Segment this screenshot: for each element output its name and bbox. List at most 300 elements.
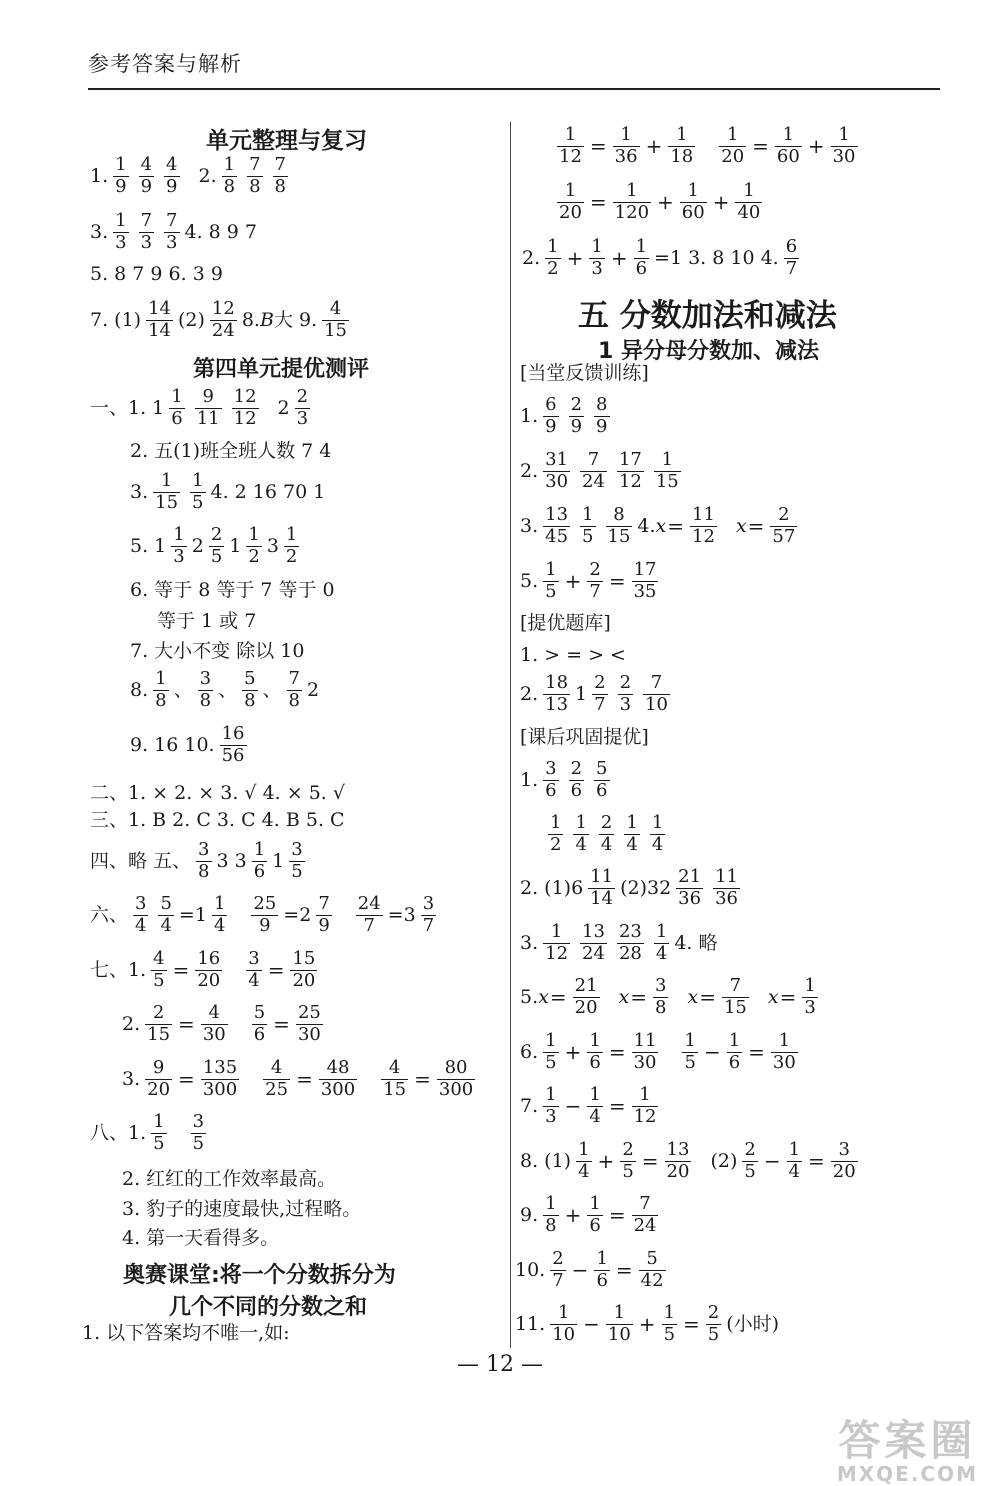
math-operator: = — [273, 1012, 290, 1037]
numerator: 5 — [160, 893, 172, 914]
fraction — [246, 950, 261, 991]
denominator: 6 — [589, 1214, 601, 1236]
numerator: 1 — [173, 524, 185, 545]
answer-text: 3. — [520, 514, 539, 537]
fraction — [606, 506, 633, 547]
denominator: 12 — [618, 470, 642, 492]
math-operator: = — [608, 1094, 626, 1119]
numerator: 6 — [545, 394, 557, 415]
fraction — [587, 561, 602, 602]
fraction — [252, 1004, 267, 1045]
answer-text: 2. — [122, 1012, 141, 1035]
numerator: 11 — [692, 504, 715, 525]
denominator: 8 — [249, 175, 261, 197]
answer-line — [90, 388, 315, 429]
fraction — [592, 674, 607, 715]
fraction — [289, 841, 304, 882]
fraction — [594, 396, 609, 437]
answer-text: x — [735, 514, 747, 537]
answer-text: 1 — [229, 534, 242, 557]
denominator: 7 — [594, 693, 606, 715]
numerator: 1 — [728, 1030, 741, 1051]
fraction — [831, 1141, 858, 1182]
math-operator: = — [630, 985, 648, 1010]
numerator: 1 — [589, 1030, 601, 1051]
numerator: 11 — [715, 866, 738, 887]
fraction — [587, 1195, 602, 1236]
math-operator: = — [699, 985, 716, 1010]
denominator: 20 — [197, 969, 221, 991]
fraction — [775, 126, 802, 167]
answer-text: 3. 豹子的速度最快,过程略。 — [122, 1197, 362, 1220]
denominator: 5 — [153, 969, 165, 991]
denominator: 3 — [115, 231, 127, 253]
fraction — [589, 238, 604, 279]
section-title-olympiad: 奥赛课堂:将一个分数拆分为 — [123, 1263, 396, 1288]
fraction — [242, 670, 257, 711]
numerator: 3 — [248, 948, 260, 969]
numerator: 2 — [600, 812, 613, 833]
fraction — [322, 300, 349, 341]
answer-line — [90, 264, 223, 284]
fraction — [543, 396, 558, 437]
numerator: 1 — [771, 1032, 798, 1053]
numerator: 12 — [211, 298, 235, 319]
fraction — [290, 950, 317, 991]
denominator: 20 — [721, 145, 745, 167]
denominator: 6 — [635, 257, 648, 279]
answer-line — [520, 1086, 663, 1127]
answer-line — [520, 977, 823, 1018]
answer-line — [122, 1228, 279, 1248]
fraction — [252, 841, 267, 882]
fraction — [220, 725, 247, 766]
numerator: 11 — [590, 866, 614, 887]
denominator: 2 — [248, 545, 260, 567]
answer-line — [520, 760, 615, 801]
numerator: 2 — [210, 524, 223, 545]
watermark-logo — [836, 1416, 978, 1486]
math-operator: + — [807, 134, 825, 159]
numerator: 6 — [785, 236, 798, 257]
numerator: 1 — [684, 1030, 696, 1051]
denominator: 6 — [596, 1269, 608, 1291]
numerator: 9 — [195, 388, 222, 409]
math-operator: + — [610, 246, 628, 271]
denominator: 2 — [547, 257, 559, 279]
numerator: 2 — [744, 1139, 756, 1160]
answer-text: =2 — [283, 903, 312, 926]
fraction — [543, 1032, 558, 1073]
answer-line — [82, 1323, 290, 1343]
numerator: 1 — [632, 1086, 659, 1107]
fraction — [624, 814, 639, 855]
fraction — [680, 182, 707, 223]
numerator: 2 — [552, 1248, 564, 1269]
math-operator: = — [808, 1149, 825, 1174]
denominator: 9 — [115, 175, 127, 197]
answer-text: 2. — [522, 246, 541, 269]
subsection-tag: [提优题库] — [520, 612, 611, 634]
fraction — [543, 561, 558, 602]
answer-line — [130, 670, 319, 711]
math-operator: − — [583, 1312, 600, 1337]
numerator: 4 — [166, 154, 178, 175]
numerator: 31 — [545, 449, 569, 470]
fraction — [618, 674, 633, 715]
answer-text: 1. — [520, 404, 539, 427]
numerator: 1 — [591, 236, 603, 257]
denominator: 6 — [545, 779, 557, 801]
answer-text: 4. 2 16 70 1 — [210, 480, 326, 503]
math-operator: = — [608, 1040, 626, 1065]
answer-line — [90, 1113, 211, 1154]
answer-text: 6. — [520, 1040, 539, 1063]
answer-line — [122, 1059, 480, 1100]
fraction — [171, 526, 186, 567]
denominator: 30 — [633, 1051, 657, 1073]
math-operator: = — [615, 1258, 633, 1283]
answer-line — [157, 611, 256, 631]
answer-text: 、 — [173, 678, 193, 701]
answer-line — [520, 923, 717, 964]
math-operator: = — [667, 514, 685, 539]
denominator: 9 — [259, 914, 271, 936]
denominator: 20 — [559, 201, 582, 223]
denominator: 8 — [223, 175, 236, 197]
numerator: 1 — [253, 839, 266, 860]
denominator: 12 — [545, 942, 569, 964]
answer-text: 2 — [191, 534, 204, 557]
answer-text: 一、1. 1 — [90, 396, 165, 419]
numerator: 1 — [575, 812, 587, 833]
answer-text: 1. — [520, 768, 539, 791]
answer-line — [90, 810, 345, 830]
numerator: 2 — [594, 672, 606, 693]
numerator: 3 — [199, 668, 212, 689]
numerator: 1 — [613, 126, 640, 147]
numerator: 1 — [788, 1139, 801, 1160]
numerator: 23 — [618, 921, 642, 942]
numerator: 13 — [582, 921, 605, 942]
answer-text: 3. — [520, 931, 539, 954]
numerator: 1 — [582, 504, 594, 525]
answer-line — [520, 451, 686, 492]
math-operator: = — [641, 1149, 659, 1174]
denominator: 4 — [160, 914, 172, 936]
math-operator: = — [589, 134, 607, 159]
fraction — [247, 156, 262, 197]
fraction — [190, 472, 205, 513]
fraction — [421, 895, 436, 936]
fraction — [587, 1086, 602, 1127]
numerator: 13 — [666, 1139, 690, 1160]
answer-line — [520, 868, 745, 909]
numerator: 2 — [589, 559, 601, 580]
answer-text: x — [687, 985, 699, 1008]
chapter-title: 五 分数加法和减法 — [578, 298, 837, 334]
fraction — [550, 1250, 565, 1291]
denominator: 12 — [233, 407, 257, 429]
answer-text: =1 3. 8 10 4. — [654, 246, 779, 269]
math-operator: + — [564, 1203, 582, 1228]
answer-text: 二、1. × 2. × 3. √ 4. × 5. √ — [90, 781, 345, 804]
answer-text: 7. (1) — [90, 308, 142, 331]
numerator: 9 — [145, 1059, 172, 1080]
denominator: 6 — [171, 407, 183, 429]
denominator: 8 — [288, 689, 300, 711]
fraction — [113, 212, 128, 253]
answer-text: 1. > = > < — [520, 643, 626, 666]
denominator: 60 — [681, 201, 705, 223]
fraction — [617, 923, 644, 964]
denominator: 6 — [253, 1023, 266, 1045]
denominator: 36 — [715, 887, 738, 909]
answer-line — [520, 1195, 663, 1236]
denominator: 30 — [772, 1051, 796, 1073]
header-title: 参考答案与解析 — [88, 52, 242, 76]
fraction — [613, 126, 640, 167]
answer-line — [520, 1141, 863, 1182]
numerator: 1 — [680, 182, 707, 203]
fraction — [153, 472, 180, 513]
fraction — [620, 1141, 635, 1182]
numerator: 1 — [550, 1304, 577, 1325]
denominator: 2 — [550, 833, 562, 855]
fraction — [632, 1086, 659, 1127]
denominator: 5 — [210, 545, 223, 567]
denominator: 7 — [785, 257, 798, 279]
denominator: 5 — [707, 1323, 720, 1345]
numerator: 7 — [632, 1195, 659, 1216]
denominator: 9 — [318, 914, 330, 936]
answer-line — [90, 841, 310, 882]
math-operator: = — [414, 1067, 431, 1092]
answer-text: (2) — [178, 308, 205, 331]
fraction — [557, 126, 584, 167]
numerator: 1 — [651, 812, 664, 833]
denominator: 3 — [545, 1105, 557, 1127]
answer-text: 四、略 五、 — [90, 849, 192, 872]
denominator: 4 — [578, 1160, 590, 1182]
answer-text: 、 — [218, 678, 238, 701]
fraction — [545, 238, 560, 279]
answer-text: 2. (1)6 — [520, 876, 584, 899]
page-number: — 12 — — [457, 1352, 543, 1377]
numerator: 1 — [285, 524, 298, 545]
answer-text: (小时) — [726, 1312, 780, 1335]
fraction — [158, 895, 173, 936]
fraction — [201, 1059, 239, 1100]
denominator: 6 — [728, 1051, 741, 1073]
fraction — [201, 1004, 228, 1045]
fraction — [576, 1141, 591, 1182]
answer-text: 9. — [520, 1203, 539, 1226]
numerator: 7 — [318, 893, 330, 914]
denominator: 11 — [196, 407, 220, 429]
fraction — [580, 506, 595, 547]
numerator: 3 — [291, 839, 303, 860]
denominator: 9 — [596, 415, 608, 437]
answer-text: 5. 1 — [130, 534, 167, 557]
math-operator: + — [712, 190, 730, 215]
numerator: 5 — [596, 758, 608, 779]
fraction — [706, 1304, 721, 1345]
fraction — [727, 1032, 742, 1073]
answer-text: 4. — [637, 514, 656, 537]
fraction — [557, 182, 584, 223]
fraction — [437, 1059, 475, 1100]
numerator: 3 — [135, 893, 147, 914]
denominator: 4 — [248, 969, 260, 991]
denominator: 57 — [772, 525, 796, 547]
answer-text: 7. 大小不变 除以 10 — [130, 639, 305, 662]
numerator: 4 — [381, 1059, 408, 1080]
answer-line — [122, 1169, 336, 1189]
numerator: 7 — [249, 154, 261, 175]
math-operator: + — [645, 134, 663, 159]
denominator: 9 — [545, 415, 557, 437]
fraction — [543, 923, 570, 964]
fraction — [212, 895, 227, 936]
fraction — [654, 451, 681, 492]
numerator: 8 — [606, 506, 633, 527]
numerator: 2 — [622, 1139, 634, 1160]
fraction — [771, 1032, 798, 1073]
denominator: 60 — [776, 145, 800, 167]
answer-line — [130, 641, 304, 661]
answer-line — [130, 472, 325, 513]
denominator: 28 — [618, 942, 642, 964]
numerator: 1 — [626, 812, 638, 833]
answer-text: 三、1. B 2. C 3. C 4. B 5. C — [90, 808, 345, 831]
math-operator: = — [683, 1312, 700, 1337]
answer-line — [520, 674, 675, 715]
denominator: 5 — [545, 580, 557, 602]
denominator: 8 — [155, 689, 167, 711]
numerator: 1 — [192, 470, 204, 491]
denominator: 15 — [147, 1023, 171, 1045]
numerator: 1 — [719, 126, 746, 147]
numerator: 1 — [545, 559, 557, 580]
numerator: 1 — [115, 154, 127, 175]
fraction — [356, 895, 383, 936]
fraction — [133, 895, 148, 936]
answer-text: x — [655, 514, 667, 537]
denominator: 24 — [633, 1214, 657, 1236]
denominator: 12 — [633, 1105, 657, 1127]
fraction — [543, 760, 558, 801]
answer-text: 4. 第一天看得多。 — [122, 1226, 280, 1249]
fraction — [668, 126, 695, 167]
fraction — [682, 1032, 697, 1073]
numerator: 1 — [171, 386, 183, 407]
math-operator: − — [564, 1094, 582, 1119]
answer-text: 1. — [90, 164, 109, 187]
denominator: 13 — [545, 693, 569, 715]
numerator: 4 — [322, 300, 349, 321]
numerator: 8 — [596, 394, 608, 415]
numerator: 1 — [578, 1139, 590, 1160]
denominator: 30 — [202, 1023, 226, 1045]
fraction — [145, 1004, 172, 1045]
answer-line — [90, 156, 293, 197]
answer-text: 7. — [520, 1094, 539, 1117]
header-rule — [88, 88, 940, 90]
answer-text: 2. — [198, 164, 217, 187]
fraction — [719, 126, 746, 167]
denominator: 300 — [438, 1078, 474, 1100]
fraction — [151, 1113, 166, 1154]
denominator: 35 — [633, 580, 657, 602]
math-operator: + — [564, 1040, 582, 1065]
math-operator: = — [779, 985, 797, 1010]
denominator: 24 — [582, 470, 605, 492]
math-operator: = — [747, 514, 765, 539]
numerator: 3 — [655, 975, 667, 996]
denominator: 8 — [545, 1214, 557, 1236]
answer-text: 3 — [266, 534, 279, 557]
numerator: 1 — [831, 126, 858, 147]
fraction — [588, 868, 615, 909]
denominator: 5 — [663, 1323, 676, 1345]
denominator: 4 — [135, 914, 147, 936]
denominator: 4 — [651, 833, 664, 855]
numerator: 1 — [213, 893, 226, 914]
answer-line — [130, 441, 331, 461]
denominator: 45 — [545, 525, 569, 547]
numerator: 12 — [233, 386, 257, 407]
answer-text: 8. — [241, 308, 260, 331]
numerator: 2 — [570, 394, 583, 415]
fraction — [643, 674, 670, 715]
fraction — [550, 1304, 577, 1345]
numerator: 1 — [589, 1193, 601, 1214]
numerator: 1 — [654, 451, 681, 472]
answer-text: 、 — [262, 678, 282, 701]
math-operator: = — [608, 569, 626, 594]
fraction — [543, 1086, 558, 1127]
fraction — [617, 451, 644, 492]
answer-text: 2. 五(1)班全班人数 7 4 — [130, 439, 332, 462]
numerator: 16 — [197, 948, 221, 969]
denominator: 4 — [589, 1105, 601, 1127]
fraction — [139, 156, 154, 197]
fraction — [146, 300, 173, 341]
fraction — [802, 977, 817, 1018]
answer-text: 5. — [520, 569, 539, 592]
denominator: 4 — [213, 914, 226, 936]
numerator: 3 — [422, 893, 435, 914]
math-operator: + — [566, 246, 584, 271]
answer-line — [130, 580, 335, 600]
denominator: 20 — [147, 1078, 171, 1100]
numerator: 1 — [545, 1030, 557, 1051]
fraction — [191, 1113, 206, 1154]
numerator: 5 — [639, 1250, 666, 1271]
math-operator: = — [178, 1012, 195, 1037]
denominator: 36 — [614, 145, 638, 167]
denominator: 7 — [363, 914, 375, 936]
denominator: 4 — [788, 1160, 801, 1182]
numerator: 14 — [148, 298, 171, 319]
numerator: 25 — [253, 893, 277, 914]
math-operator: = — [178, 1067, 195, 1092]
fraction — [569, 396, 584, 437]
answer-text: 3 3 — [216, 849, 247, 872]
fraction — [606, 1304, 633, 1345]
fraction — [787, 1141, 802, 1182]
